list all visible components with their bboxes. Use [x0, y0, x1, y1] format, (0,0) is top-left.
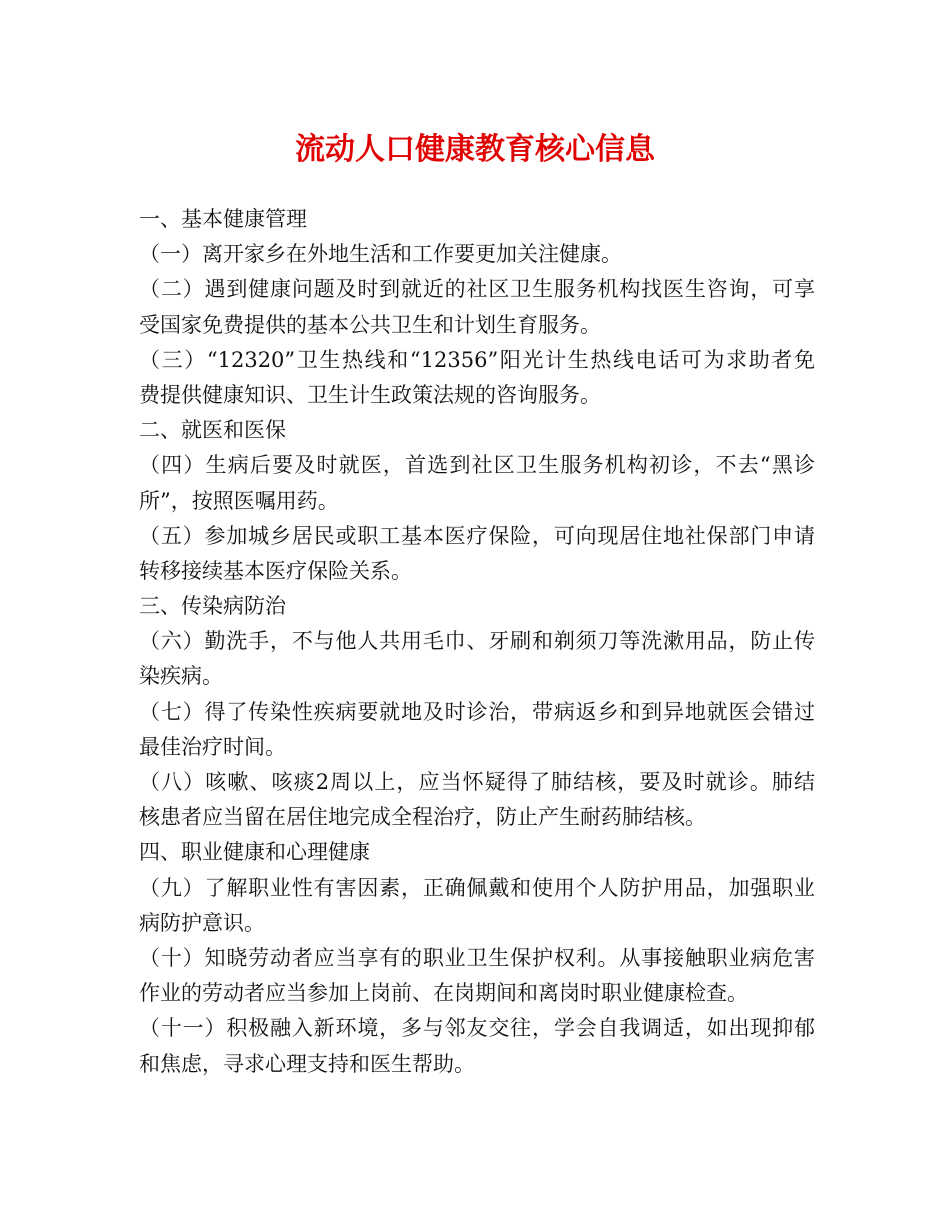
document-line: 和焦虑，寻求心理支持和医生帮助。	[139, 1051, 475, 1076]
document-title: 流动人口健康教育核心信息	[295, 132, 655, 167]
document-line: 一、基本健康管理	[139, 207, 307, 231]
document-line: 染疾病。	[139, 664, 223, 689]
document-line: （八）咳嗽、咳痰2周以上，应当怀疑得了肺结核，要及时就诊。肺结	[139, 770, 815, 794]
document-line: 所”，按照医嘱用药。	[139, 488, 339, 513]
document-line: 二、就医和医保	[139, 418, 286, 443]
document-line: （六）勤洗手，不与他人共用毛巾、牙刷和剃须刀等洗漱用品，防止传	[139, 629, 815, 654]
document-line: （五）参加城乡居民或职工基本医疗保险，可向现居住地社保部门申请	[139, 523, 815, 548]
document-line: （一）离开家乡在外地生活和工作要更加关注健康。	[139, 242, 622, 267]
document-line: 最佳治疗时间。	[139, 734, 286, 759]
document-line: （二）遇到健康问题及时到就近的社区卫生服务机构找医生咨询，可享	[139, 277, 815, 302]
document-line: （三）“12320”卫生热线和“12356”阳光计生热线电话可为求助者免	[139, 347, 815, 372]
document-line: 三、传染病防治	[139, 594, 286, 619]
document-line: （十）知晓劳动者应当享有的职业卫生保护权利。从事接触职业病危害	[139, 945, 815, 970]
document-line: 转移接续基本医疗保险关系。	[139, 558, 412, 583]
document-line: （四）生病后要及时就医，首选到社区卫生服务机构初诊，不去“黑诊	[139, 453, 815, 478]
document-line: 作业的劳动者应当参加上岗前、在岗期间和离岗时职业健康检查。	[139, 981, 748, 1006]
document-line: 核患者应当留在居住地完成全程治疗，防止产生耐药肺结核。	[139, 805, 706, 830]
document-body	[139, 202, 815, 1082]
document-line: （十一）积极融入新环境，多与邻友交往，学会自我调适，如出现抑郁	[139, 1016, 815, 1041]
document-line: 受国家免费提供的基本公共卫生和计划生育服务。	[139, 312, 601, 337]
document-line: （九）了解职业性有害因素，正确佩戴和使用个人防护用品，加强职业	[139, 875, 815, 900]
document-line: 病防护意识。	[139, 910, 265, 935]
document-line: （七）得了传染性疾病要就地及时诊治，带病返乡和到异地就医会错过	[139, 699, 815, 724]
document-line: 四、职业健康和心理健康	[139, 840, 370, 865]
document-line: 费提供健康知识、卫生计生政策法规的咨询服务。	[139, 382, 601, 407]
